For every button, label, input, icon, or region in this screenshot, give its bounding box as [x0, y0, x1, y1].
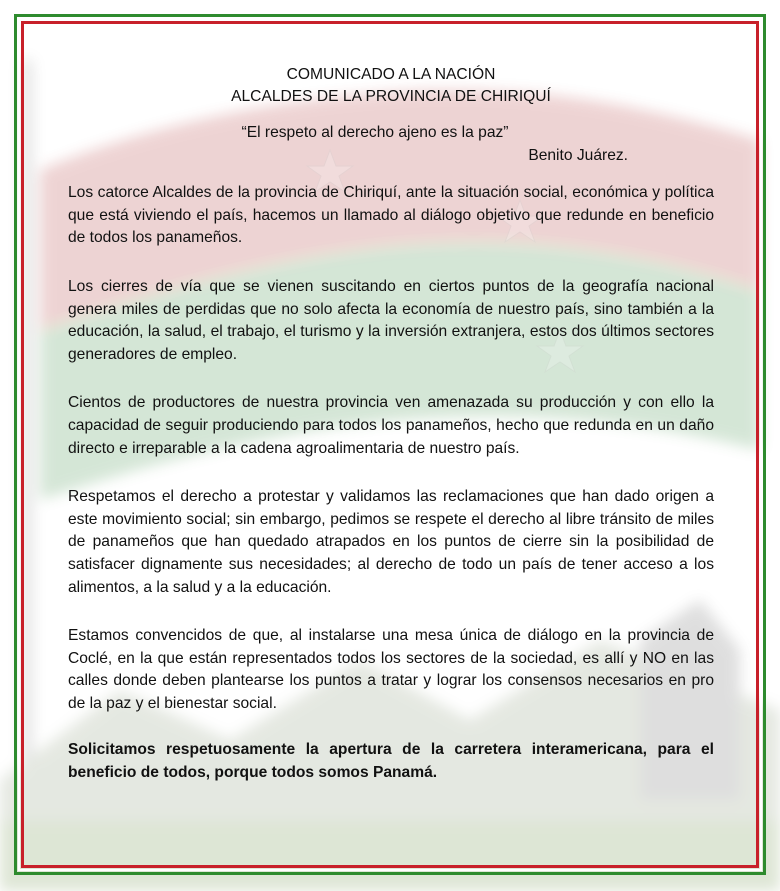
paragraph-1: Los catorce Alcaldes de la provincia de Chiriquí, ante la situación social, económica y política que está viviendo el país, hacemos un llamado al diálogo objetivo que redunde en beneficio de todos los panameños. — [68, 184, 714, 247]
paragraph-5: Estamos convencidos de que, al instalarse una mesa única de diálogo en la provincia de Coclé, en la que están representados todos los sectores de la sociedad, es allí y NO en las calles donde deben plantearse los puntos a tratar y lograr los consensos necesarios en pro de la paz y el bienestar social. — [68, 627, 714, 712]
letter-content — [68, 64, 714, 785]
closing-statement: Solicitamos respetuosamente la apertura de la carretera interamericana, para el beneficio de todos, porque todos somos Panamá. — [68, 741, 714, 782]
paragraph-4: Respetamos el derecho a protestar y validamos las reclamaciones que han dado origen a este movimiento social; sin embargo, pedimos se respete el derecho al libre tránsito de miles de panameños que han quedado atrapados en los puntos de cierre sin la posibilidad de satisfacer dignamente sus necesidades; al derecho de todo un país de tener acceso a los alimentos, a la salud y a la educación. — [68, 488, 714, 596]
title-line-2: ALCALDES DE LA PROVINCIA DE CHIRIQUÍ — [231, 88, 551, 105]
epigraph-author: Benito Juárez. — [528, 146, 628, 164]
title-line-1: COMUNICADO A LA NACIÓN — [286, 66, 496, 83]
epigraph-quote: “El respeto al derecho ajeno es la paz” — [241, 124, 509, 141]
paragraph-2: Los cierres de vía que se vienen suscitando en ciertos puntos de la geografía nacional genera miles de perdidas que no solo afecta la economía de nuestro país, sino también a la educación, la salud, el trabajo, el turismo y la inversión extranjera, estos dos últimos sectores generadores de empleo. — [68, 277, 714, 363]
paragraph-3: Cientos de productores de nuestra provincia ven amenazada su producción y con ello la capacidad de seguir produciendo para todos los panameños, hecho que redunda en un daño directo e irreparable a la cadena agroalimentaria de nuestro país. — [68, 394, 714, 457]
